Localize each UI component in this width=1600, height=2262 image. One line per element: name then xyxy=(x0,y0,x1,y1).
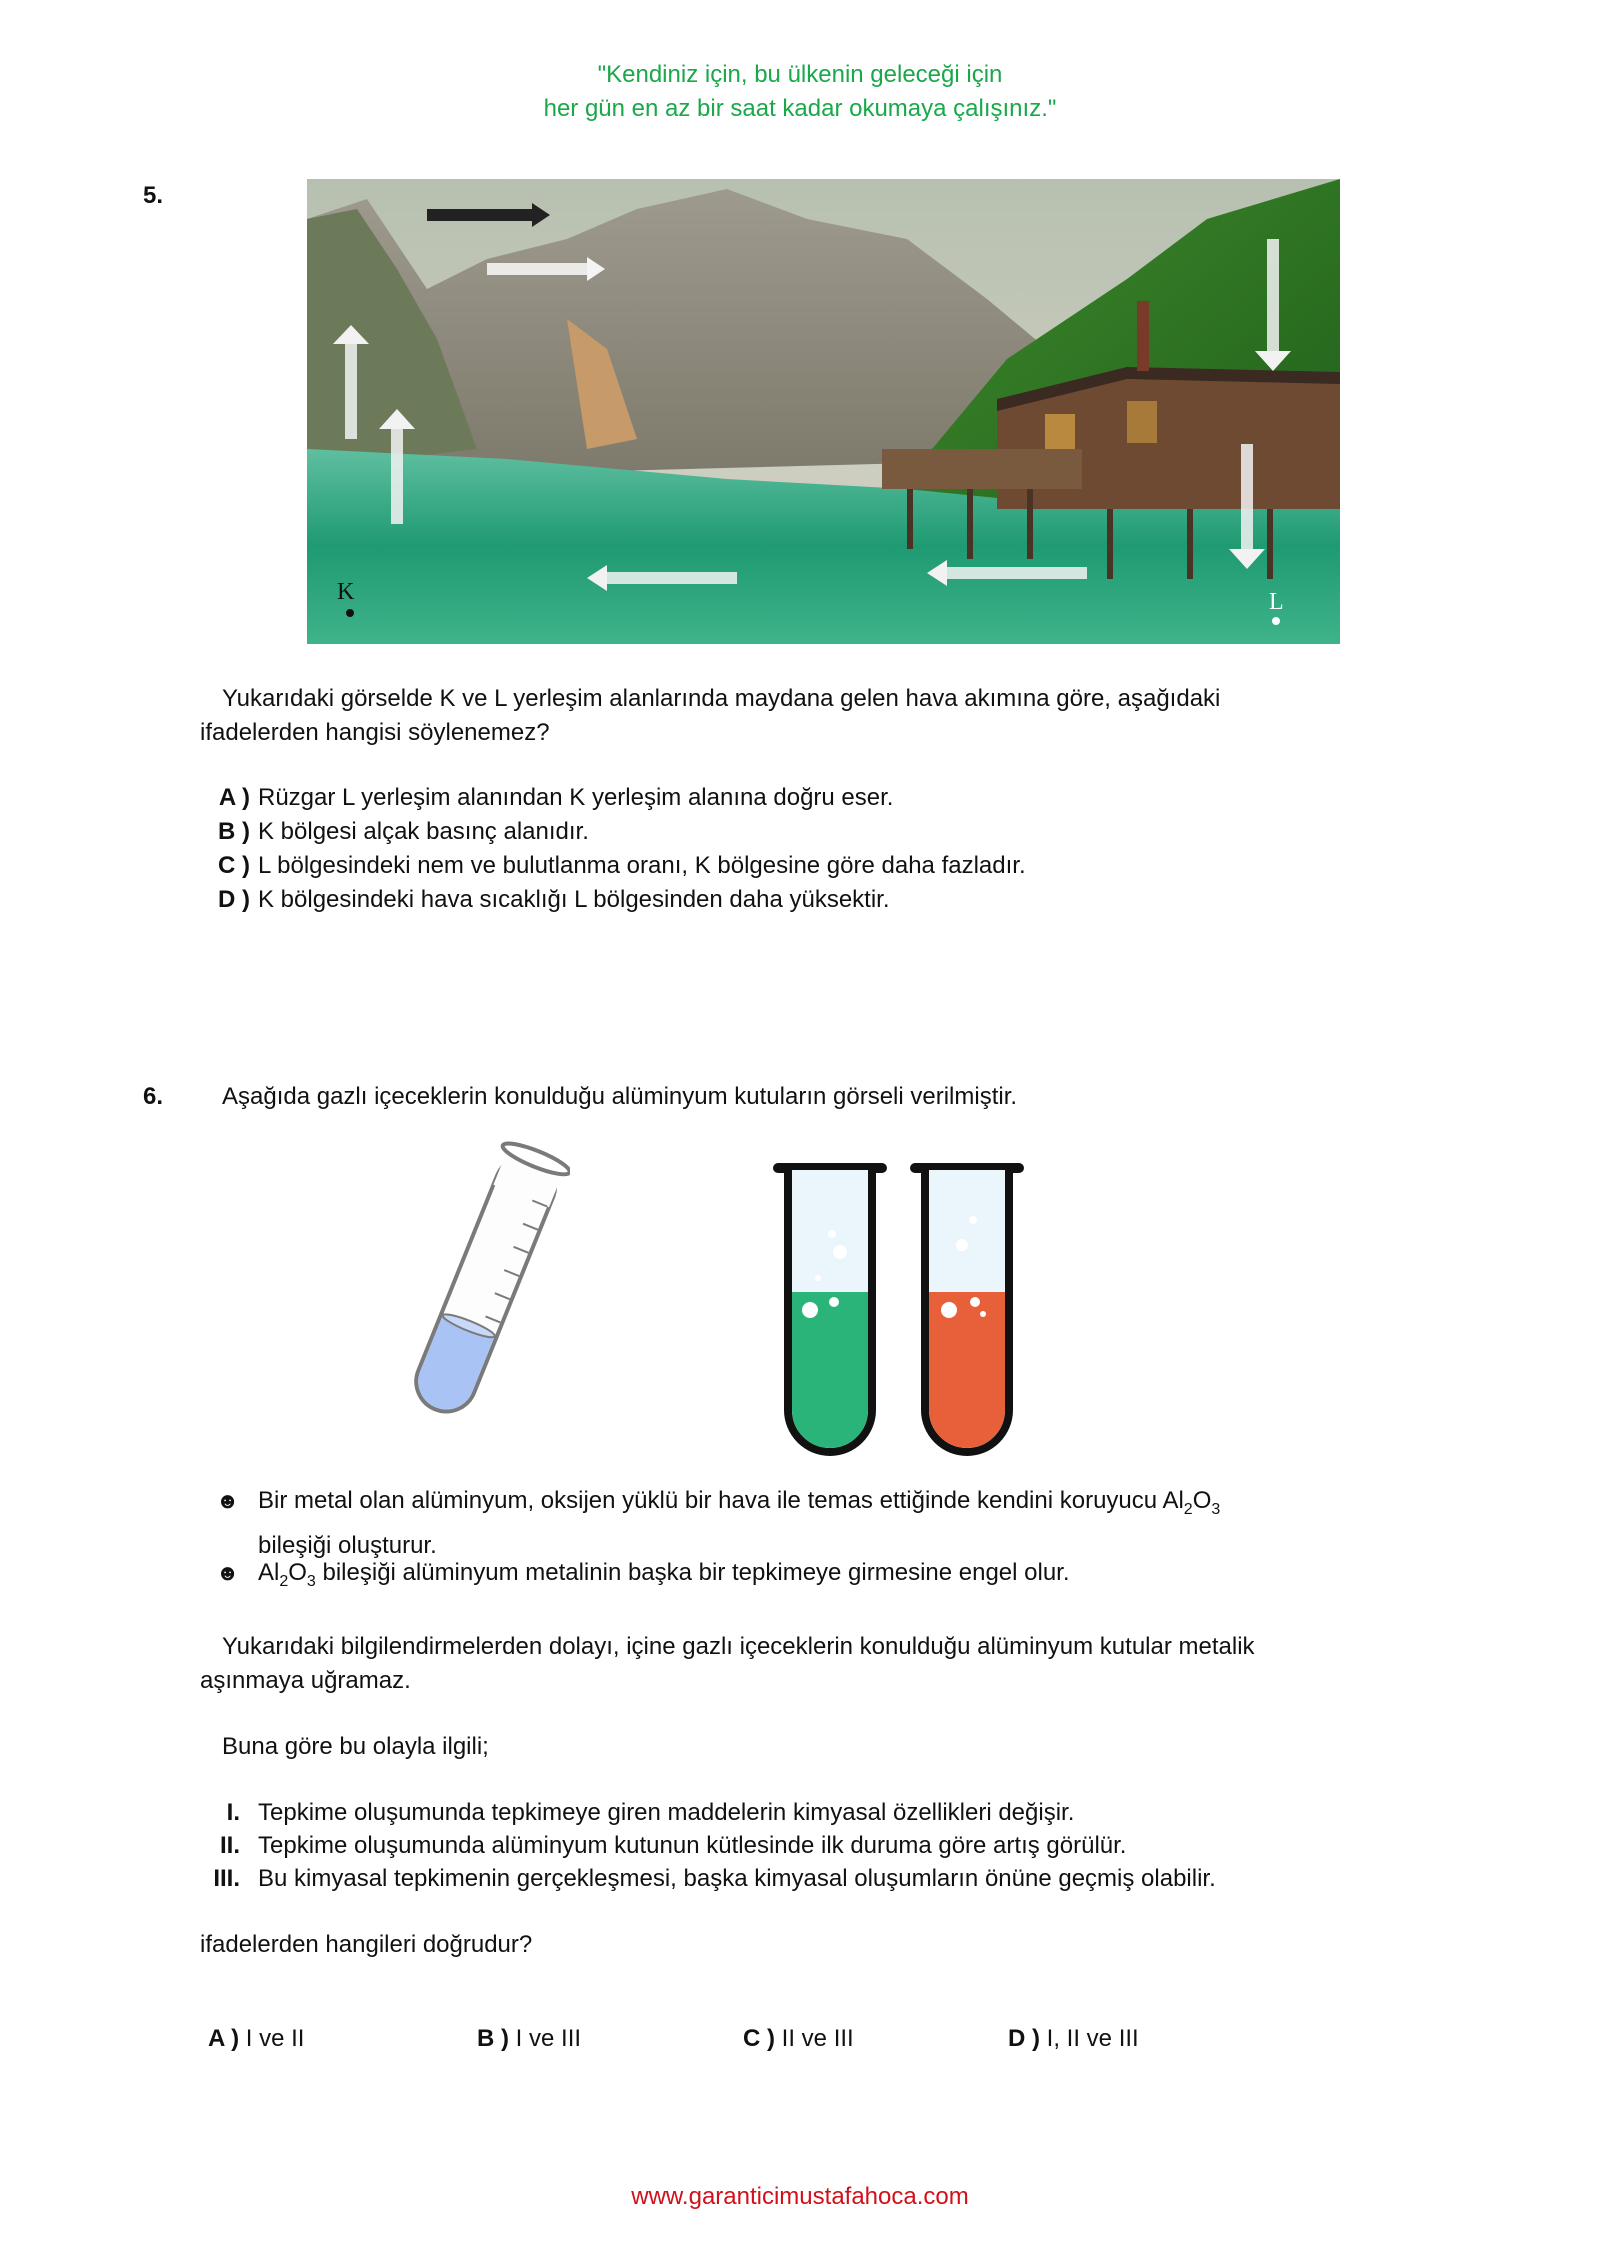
quote-line-1: "Kendiniz için, bu ülkenin geleceği için xyxy=(597,61,1003,88)
q6-answer-b[interactable]: B ) I ve III xyxy=(477,2025,582,2052)
stem-line-1: Yukarıdaki görselde K ve L yerleşim alanlarında maydana gelen hava akımına göre, aşağıdaki xyxy=(222,685,1221,712)
bullet-smiley-icon: ☻ xyxy=(216,1488,240,1513)
motto-quote xyxy=(0,58,1600,126)
statement-1: I. Tepkime oluşumunda tepkimeye giren maddelerin kimyasal özellikleri değişir. xyxy=(226,1799,1075,1826)
info-bullet-1: ☻ Bir metal olan alüminyum, oksijen yüklü bir hava ile temas ettiğinde kendini koruyucu $Al_2O_3$ bileşiği oluşturur. xyxy=(258,1483,1408,1564)
orange-test-tube-image xyxy=(907,1160,1027,1460)
question-6-number: 6. xyxy=(143,1083,164,1110)
footer-url-link[interactable]: www.garanticimustafahoca.com xyxy=(631,2183,969,2210)
tilted-test-tube-image xyxy=(370,1138,570,1458)
question-5-number: 5. xyxy=(143,182,164,209)
lake-mountain-image xyxy=(307,179,1340,644)
question-6-intro: Aşağıda gazlı içeceklerin konulduğu alüminyum kutuların görseli verilmiştir. xyxy=(222,1083,1018,1110)
stem-line-2: ifadelerden hangisi söylenemez? xyxy=(200,719,550,746)
label-l: L xyxy=(1269,589,1284,615)
q6-answer-a[interactable]: A ) I ve II xyxy=(208,2025,305,2052)
info-bullet-2: ☻ $Al_2O_3$ bileşiği alüminyum metalinin başka bir tepkimeye girmesine engel olur. xyxy=(258,1555,1408,1600)
green-test-tube-image xyxy=(770,1160,890,1460)
question-5-stem xyxy=(222,682,1422,716)
label-k: K xyxy=(337,579,355,605)
q6-answer-c[interactable]: C ) II ve III xyxy=(743,2025,854,2052)
q5-option-d[interactable]: D ) K bölgesindeki hava sıcaklığı L bölgesinden daha yüksektir. xyxy=(218,886,890,913)
statement-3: III. Bu kimyasal tepkimenin gerçekleşmesi, başka kimyasal oluşumların önüne geçmiş olabilir. xyxy=(213,1865,1216,1892)
q6-paragraph-line-2: aşınmaya uğramaz. xyxy=(200,1667,411,1694)
q6-question: ifadelerden hangileri doğrudur? xyxy=(200,1931,533,1958)
statement-2: II. Tepkime oluşumunda alüminyum kutunun kütlesinde ilk duruma göre artış görülür. xyxy=(219,1832,1127,1859)
q6-paragraph-line-1: Yukarıdaki bilgilendirmelerden dolayı, içine gazlı içeceklerin konulduğu alüminyum kutular metalik xyxy=(222,1633,1255,1660)
q6-lead: Buna göre bu olayla ilgili; xyxy=(222,1733,489,1760)
q5-option-a[interactable]: A ) Rüzgar L yerleşim alanından K yerleşim alanına doğru eser. xyxy=(218,784,894,811)
q5-option-c[interactable]: C ) L bölgesindeki nem ve bulutlanma oranı, K bölgesine göre daha fazladır. xyxy=(218,852,1026,879)
q5-option-b[interactable]: B ) K bölgesi alçak basınç alanıdır. xyxy=(218,818,589,845)
q6-answer-d[interactable]: D ) I, II ve III xyxy=(1008,2025,1139,2052)
quote-line-2: her gün en az bir saat kadar okumaya çalışınız." xyxy=(543,95,1057,122)
bullet-smiley-icon: ☻ xyxy=(216,1560,240,1585)
